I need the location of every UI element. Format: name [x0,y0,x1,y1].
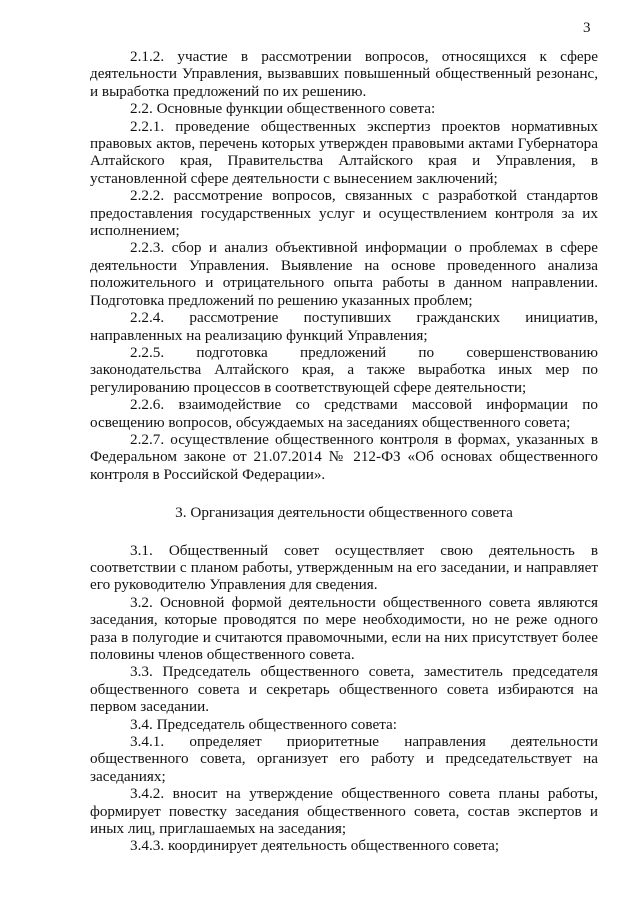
paragraph-2-1-2: 2.1.2. участие в рассмотрении вопросов, относящихся к сфере деятельности Управления, вызвавших повышенный общественный резонанс, и выработка предложений по их решению. [90,48,598,100]
paragraph-2-2-2: 2.2.2. рассмотрение вопросов, связанных с разработкой стандартов предоставления государственных услуг и осуществлением контроля за их исполнением; [90,187,598,240]
paragraph-2-2-7: 2.2.7. осуществление общественного контроля в формах, указанных в Федеральном законе от 21.07.2014 № 212-ФЗ «Об основах общественного контроля в Российской Федерации». [90,430,598,483]
paragraph-3-4-2: 3.4.2. вносит на утверждение общественного совета планы работы, формирует повестку заседания общественного совета, состав экспертов и иных лиц, приглашаемых на заседания; [90,785,598,838]
paragraph-3-1: 3.1. Общественный совет осуществляет свою деятельность в соответствии с планом работы, утвержденным на его заседании, и направляет его руководителю Управления для сведения. [90,541,598,594]
paragraph-2-2-1: 2.2.1. проведение общественных экспертиз проектов нормативных правовых актов, перечень которых утвержден правовыми актами Губернатора Алтайского края, Правительства Алтайского края и Управления, в установленной сфере деятельности с вынесением заключений; [90,117,598,187]
section-heading: 3. Организация деятельности общественного совета [175,504,513,522]
paragraph-3-4-3: 3.4.3. координирует деятельность общественного совета; [130,837,500,855]
paragraph-2-2-4: 2.2.4. рассмотрение поступивших гражданских инициатив, направленных на реализацию функций Управления; [90,309,598,344]
paragraph-2-2: 2.2. Основные функции общественного совета: [130,100,436,118]
paragraph-2-2-5: 2.2.5. подготовка предложений по совершенствованию законодательства Алтайского края, а также выработка иных мер по регулированию процессов в соответствующей сфере деятельности; [90,343,598,396]
paragraph-2-2-3: 2.2.3. сбор и анализ объективной информации о проблемах в сфере деятельности Управления. Выявление на основе проведенного анализа положительного и отрицательного опыта работы в данном направлении. Подготовка предложений по решению указанных проблем; [90,239,598,309]
document-body [90,48,598,855]
paragraph-3-4: 3.4. Председатель общественного совета: [130,715,397,733]
paragraph-2-2-6: 2.2.6. взаимодействие со средствами массовой информации по освещению вопросов, обсуждаемых на заседаниях общественного совета; [90,396,598,431]
page-number: 3 [583,20,591,36]
paragraph-3-3: 3.3. Председатель общественного совета, заместитель председателя общественного совета и секретарь общественного совета избираются на первом заседании. [90,663,598,716]
paragraph-3-4-1: 3.4.1. определяет приоритетные направления деятельности общественного совета, организует его работу и председательствует на заседаниях; [90,733,598,785]
paragraph-3-2: 3.2. Основной формой деятельности общественного совета являются заседания, которые проводятся по мере необходимости, но не реже одного раза в полугодие и считаются правомочными, если на них присутствует более половины членов общественного совета. [90,593,598,663]
